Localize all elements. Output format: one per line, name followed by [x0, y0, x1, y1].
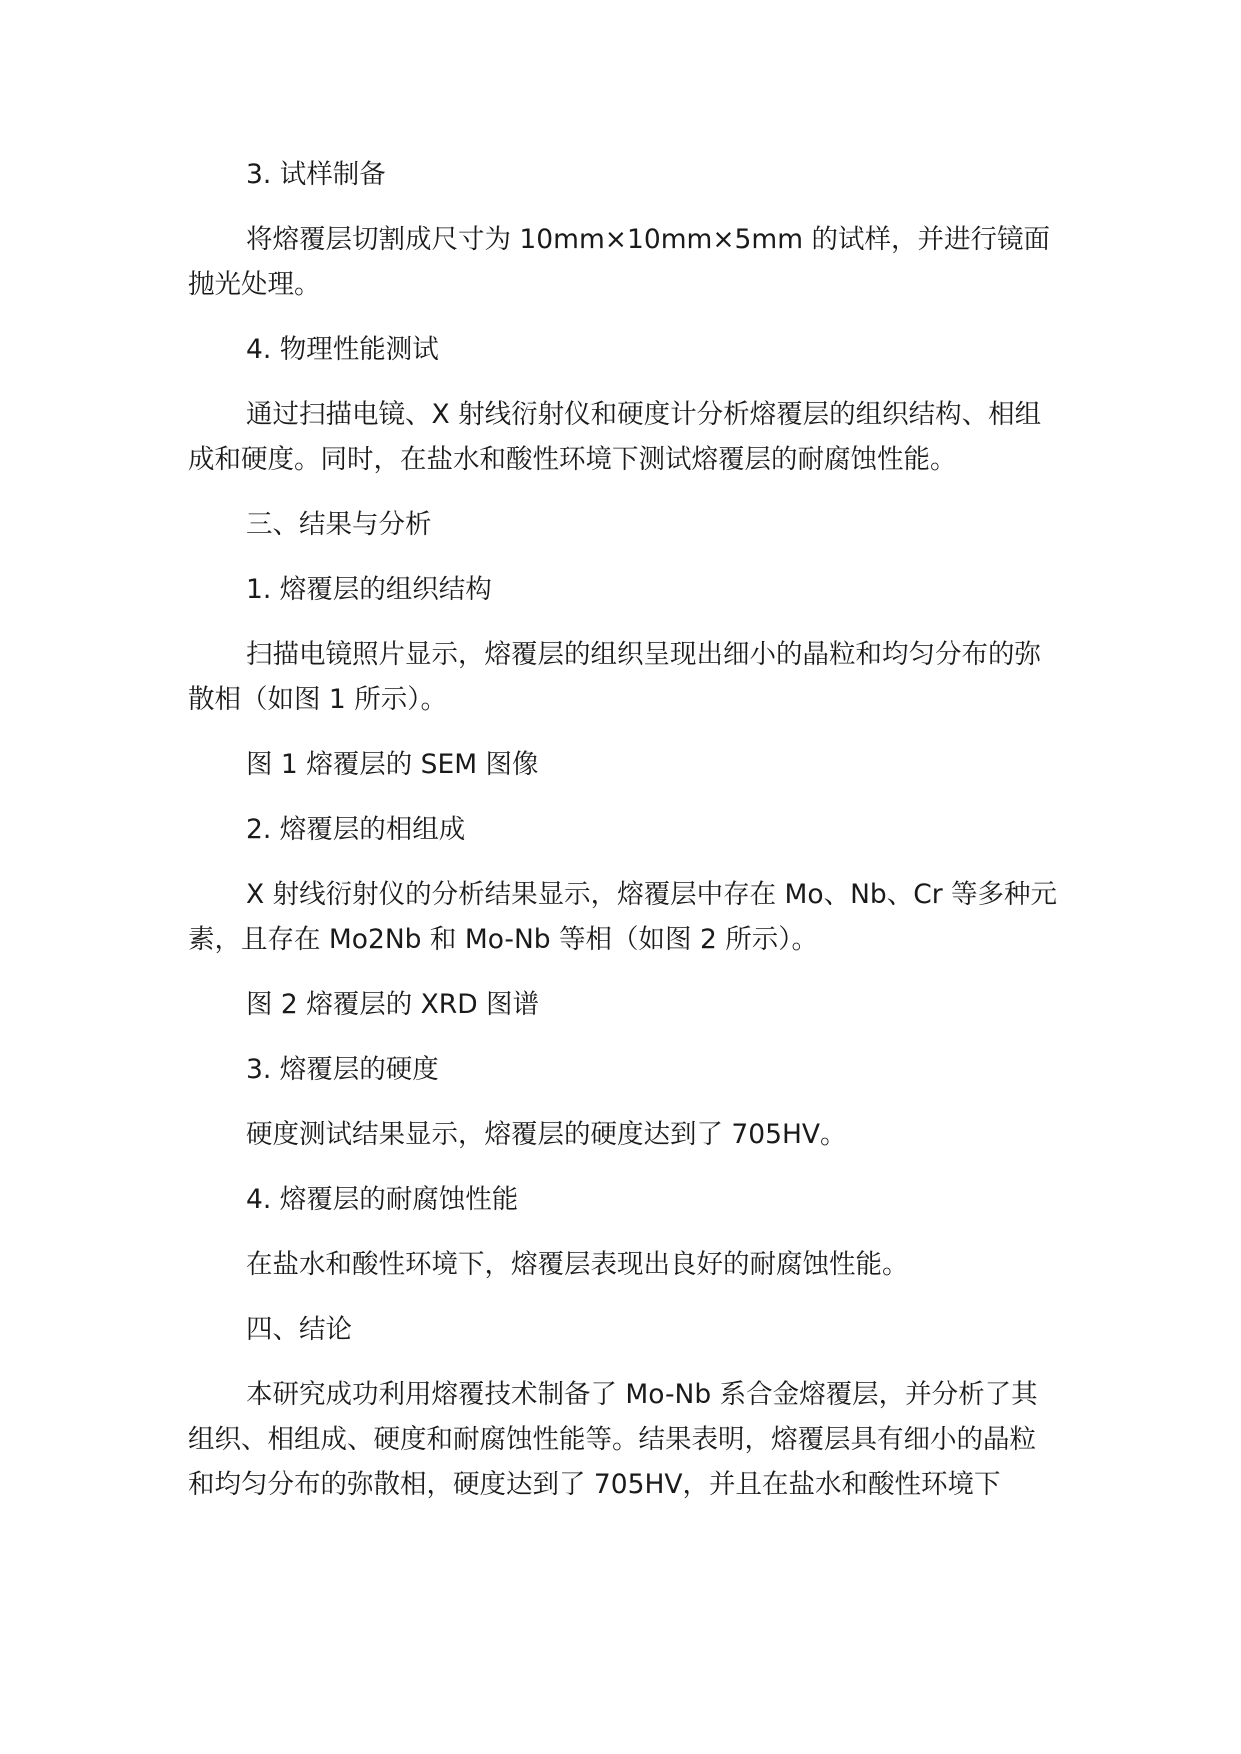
section-heading-hardness: 3. 熔覆层的硬度 — [246, 1054, 439, 1085]
paragraph-conclusion: 本研究成功利用熔覆技术制备了 Mo-Nb 系合金熔覆层，并分析了其组织、相组成、硬度和耐腐蚀性能等。结果表明，熔覆层具有细小的晶粒和均匀分布的弥散相，硬度达到了 705HV，并且在盐水和酸性环境下 — [188, 1379, 1038, 1500]
chapter-heading-results: 三、结果与分析 — [246, 509, 432, 540]
section-heading-corrosion: 4. 熔覆层的耐腐蚀性能 — [246, 1184, 519, 1215]
chapter-heading-conclusion: 四、结论 — [246, 1314, 352, 1345]
section-heading-phase: 2. 熔覆层的相组成 — [246, 814, 466, 845]
paragraph-physical-test: 通过扫描电镜、X 射线衍射仪和硬度计分析熔覆层的组织结构、相组成和硬度。同时，在盐水和酸性环境下测试熔覆层的耐腐蚀性能。 — [188, 399, 1042, 475]
paragraph-microstructure: 扫描电镜照片显示，熔覆层的组织呈现出细小的晶粒和均匀分布的弥散相（如图 1 所示）。 — [188, 639, 1041, 715]
document-body — [188, 152, 1058, 1527]
section-heading-microstructure: 1. 熔覆层的组织结构 — [246, 574, 492, 605]
figure-caption-2: 图 2 熔覆层的 XRD 图谱 — [246, 989, 540, 1020]
section-heading-physical-test: 4. 物理性能测试 — [246, 334, 439, 365]
figure-caption-1: 图 1 熔覆层的 SEM 图像 — [246, 749, 539, 780]
paragraph-phase: X 射线衍射仪的分析结果显示，熔覆层中存在 Mo、Nb、Cr 等多种元素，且存在 Mo2Nb 和 Mo-Nb 等相（如图 2 所示）。 — [188, 879, 1058, 955]
paragraph-sample-prep: 将熔覆层切割成尺寸为 10mm×10mm×5mm 的试样，并进行镜面抛光处理。 — [188, 224, 1050, 300]
paragraph-hardness: 硬度测试结果显示，熔覆层的硬度达到了 705HV。 — [246, 1119, 847, 1150]
paragraph-corrosion: 在盐水和酸性环境下，熔覆层表现出良好的耐腐蚀性能。 — [246, 1249, 909, 1280]
section-heading-sample-prep: 3. 试样制备 — [246, 159, 386, 190]
